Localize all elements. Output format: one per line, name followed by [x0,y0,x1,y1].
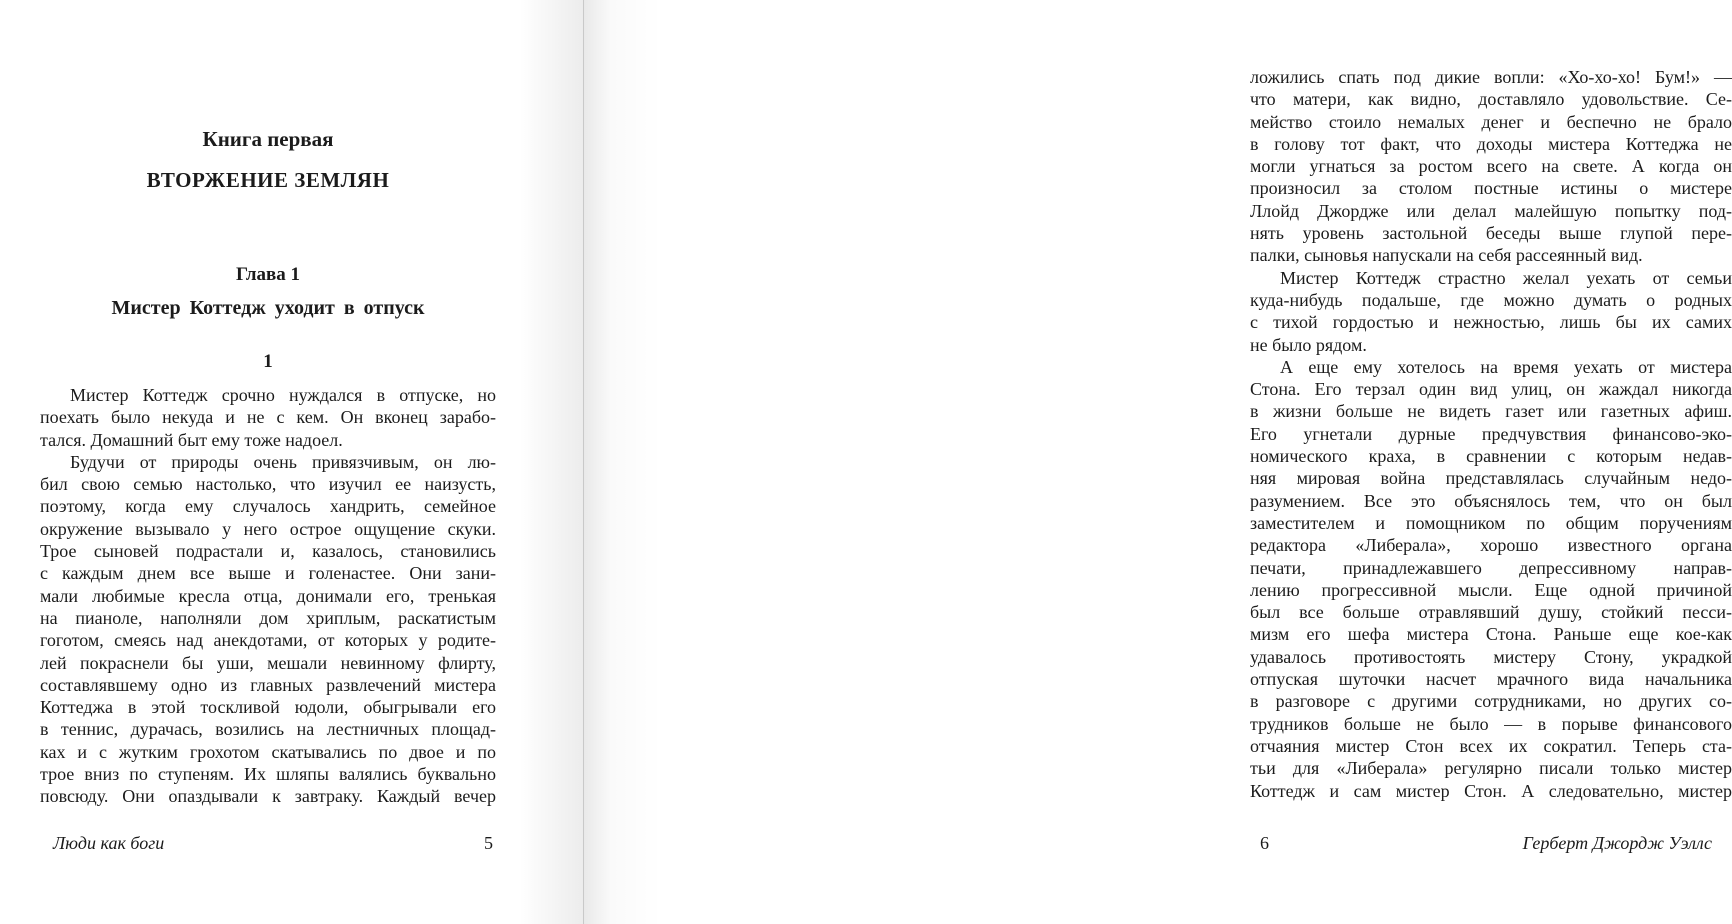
body-line: Ллойд Джордже или делал малейшую попытку под- [1250,200,1732,221]
chapter-title: Мистер Коттедж уходит в отпуск [111,297,425,319]
body-line: трое вниз по ступеням. Их шляпы валялись буквально [40,764,496,785]
body-line: отпуская шуточки насчет мрачного вида начальника [1250,669,1732,690]
body-text-left [40,384,496,808]
body-line: на пианоле, наполняли дом хриплым, раскатистым [40,607,496,628]
body-line: лей покраснели бы уши, мешали невинному флирту, [40,652,496,673]
body-line: Коттеджа в этой тоскливой юдоли, обыгрывали его [40,697,496,718]
chapter-heading: Глава 1 [235,264,301,285]
body-line: лению прогрессивной мысли. Еще одной причиной [1250,579,1732,600]
body-line: няя мировая война представлялась случайным недо- [1250,468,1732,489]
body-line: в разговоре с другими сотрудниками, но других со- [1250,691,1732,712]
body-line: в жизни больше не видеть газет или газетных афиш. [1250,401,1732,422]
body-line: куда-нибудь подальше, где можно думать о родных [1250,289,1732,310]
body-line: мейство стоило немалых денег и беспечно не брало [1250,111,1732,132]
body-line: редактора «Либерала», хорошо известного органа [1250,535,1732,556]
body-line: не было рядом. [1250,334,1367,355]
body-line: разумением. Все это объяснялось тем, что он был [1250,490,1732,511]
body-line: палки, сыновья напускали на себя рассеянный вид. [1250,245,1643,266]
body-line: номического краха, в сравнении с которым недав- [1250,446,1732,467]
body-line: заместителем и помощником по общим поручениям [1250,512,1732,533]
body-line: тьи для «Либерала» регулярно писали только мистер [1250,758,1732,779]
body-line: гоготом, смеясь над анекдотами, от которых у родите- [40,630,496,651]
page-number-left: 5 [484,833,493,853]
body-line: трудников больше не было — в порыве финансового [1250,713,1732,734]
body-line: ках и с жутким грохотом скатывались по двое и по [40,741,496,762]
footer-left [40,833,496,854]
body-line: Коттедж и сам мистер Стон. А следовательно, мистер [1250,780,1732,801]
part-title: ВТОРЖЕНИЕ ЗЕМЛЯН [146,168,390,192]
body-line: мизм его шефа мистера Стона. Раньше еще кое-как [1250,624,1732,645]
body-line: ложились спать под дикие вопли: «Хо-хо-хо! Бум!» — [1250,67,1732,87]
body-line: был все больше отравлявший душу, стойкий песси- [1250,602,1732,623]
body-line: в голову тот факт, что доходы мистера Коттеджа не [1250,133,1732,154]
section-number: 1 [263,351,273,372]
body-line: Мистер Коттедж страстно желал уехать от семьи [1280,267,1732,288]
body-line: печати, принадлежавшего депрессивному направ- [1250,557,1732,578]
body-line: Трое сыновей подрастали и, казалось, становились [40,541,496,562]
body-line: поэтому, когда ему случалось хандрить, семейное [40,496,496,517]
body-line: Стона. Его терзал один вид улиц, он жаждал никогда [1250,379,1732,400]
body-line: бил свою семью настолько, что изучил ее наизусть, [40,474,496,495]
body-line: удавалось противостоять мистеру Стону, украдкой [1250,646,1732,667]
body-line: тался. Домашний быт ему тоже надоел. [40,429,343,450]
body-line: окружение вызывало у него острое ощущение скуки. [40,518,496,539]
body-line: с тихой гордостью и нежностью, лишь бы их самих [1250,312,1732,333]
body-line: мали любимые кресла отца, донимали его, тренькая [40,585,496,606]
body-line: Будучи от природы очень привязчивым, он лю- [70,451,496,472]
body-line: Мистер Коттедж срочно нуждался в отпуске, но [70,385,496,405]
body-line: Его угнетали дурные предчувствия финансово-эко- [1250,423,1732,444]
body-line: повсюду. Они опаздывали к завтраку. Каждый вечер [40,786,496,807]
body-line: отчаяния мистер Стон всех их сократил. Теперь ста- [1250,735,1732,756]
running-title-author: Герберт Джордж Уэллс [1522,833,1712,853]
body-line: А еще ему хотелось на время уехать от мистера [1280,356,1732,377]
body-line: что матери, как видно, доставляло удовольствие. Се- [1250,89,1732,110]
body-line: составлявшему одно из главных развлечений мистера [40,674,496,695]
body-text-right [1250,66,1732,802]
body-line: с каждым днем все выше и голенастее. Они зани- [40,563,496,584]
footer-right [1250,833,1732,854]
body-line: нять уровень застольной беседы выше глупой пере- [1250,223,1732,244]
page-number-right: 6 [1260,833,1269,853]
body-line: произносил за столом постные истины о мистере [1250,178,1732,199]
body-line: поехать было некуда и не с кем. Он вконец зарабо- [40,407,496,428]
body-line: в теннис, дурачась, возились на лестничных площад- [40,719,496,740]
page-right [584,0,1732,924]
book-heading: Книга первая [202,127,334,151]
page-left [0,0,583,924]
body-line: могли угнаться за ростом всего на свете. А когда он [1250,156,1732,177]
running-title-book: Люди как боги [53,833,165,853]
